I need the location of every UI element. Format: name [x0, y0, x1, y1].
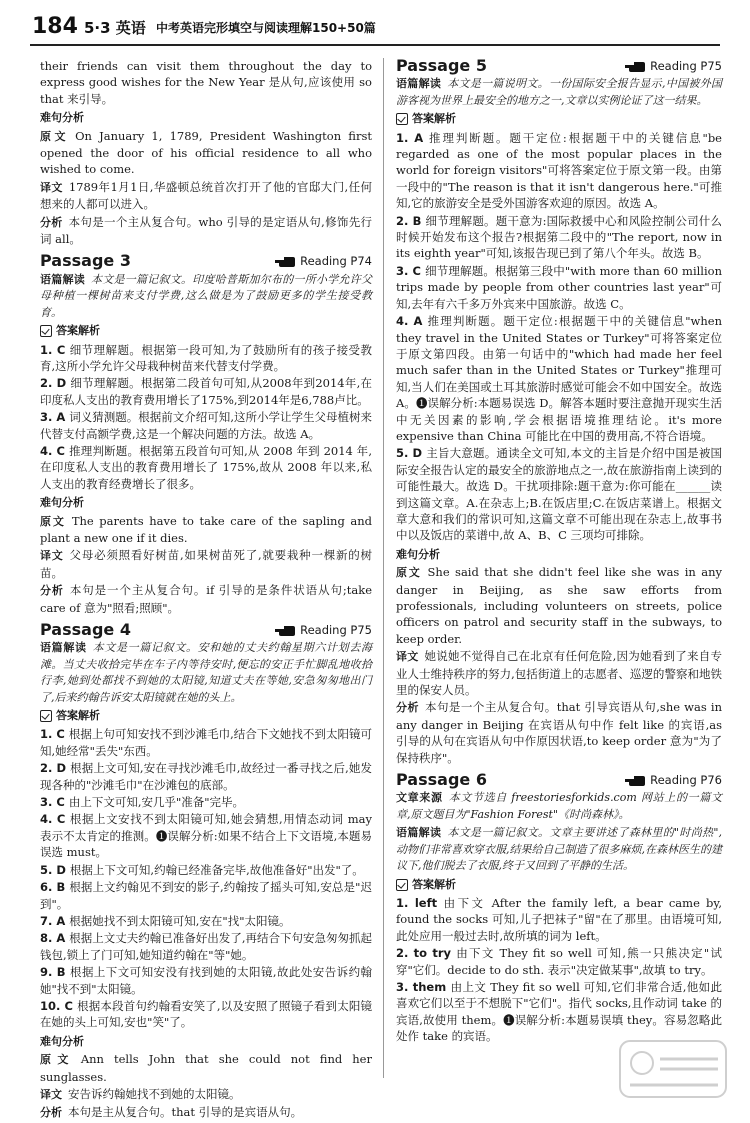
- reading-ref: Reading P75: [625, 58, 722, 74]
- passage-3-header: [40, 253, 372, 269]
- answer-check-icon: [396, 879, 408, 891]
- book-title: 中考英语完形填空与阅读理解150+50篇: [156, 21, 376, 35]
- watermark-logo: [618, 1039, 728, 1099]
- column-divider: [383, 58, 384, 1078]
- analysis: 分析 本句是一个主从复合句。who 引导的是定语从句,修饰先行词 all。: [40, 214, 373, 247]
- answer-item: 1. C 细节理解题。根据第一段可知,为了鼓励所有的孩子接受教育,这所小学允许父母栽种树苗来代替支付学费。: [40, 342, 372, 373]
- book-brand: 5·3 英语: [84, 19, 146, 37]
- original-sentence: 原文 Ann tells John that she could not find her sunglasses.: [40, 1052, 372, 1084]
- passage-6-header: [396, 772, 722, 788]
- passage-5-header: [396, 58, 722, 74]
- passage-4-header: [40, 622, 372, 638]
- pointing-hand-icon: [275, 625, 295, 636]
- answer-item: 4. A 推理判断题。题干定位:根据题干中的关键信息"when they travel in the United States or Turkey"可将答案定位于原文第四段。由第一句话中的"which had made her feel much safer than in the United States or Turkey"推理可知,当人们在美国或土耳其旅游时感觉可能会不如中国安全。故选 A。❶误解分析:本题易误选 D。解答本题时要注意抛开现实生活中无关因素的影响,学会根据语境推理结论。it's more expensive than China 可能比在中国的费用高,不符合语境。: [396, 314, 723, 443]
- section-title: 难句分析: [40, 496, 84, 510]
- answer-heading: 答案解析: [396, 111, 722, 127]
- passage-title: Passage 3: [40, 251, 131, 271]
- answer-item: 8. A 根据上文丈夫约翰已准备好出发了,再结合下句安急匆匆抓起钱包,锁上了门可知,她知道约翰在"等"她。: [40, 931, 372, 962]
- answer-heading: 答案解析: [40, 323, 372, 339]
- answer-item: 2. D 根据上文可知,安在寻找沙滩毛巾,故经过一番寻找之后,她发现各种的"沙滩毛巾"在沙滩包的底部。: [40, 761, 372, 792]
- header-rule: [30, 44, 720, 46]
- translation: 译文 1789年1月1日,华盛顿总统首次打开了他的官邸大门,任何想来的人都可以进入。: [40, 179, 372, 212]
- passage-intro: 语篇解读 本文是一篇记叙文。文章主要讲述了森林里的"时尚热",动物们非常喜欢穿衣服,结果给自己制造了很多麻烦,在森林医生的建议下,他们脱去了衣服,终于又回到了平静的生活。: [396, 826, 722, 873]
- analysis: 分析 本句是主从复合句。that 引导的是宾语从句。: [40, 1105, 303, 1120]
- page-header: [0, 0, 750, 50]
- answer-item: 7. A 根据她找不到太阳镜可知,安在"找"太阳镜。: [40, 913, 291, 928]
- answer-item: 5. D 主旨大意题。通读全文可知,本文的主旨是介绍中国是被国际安全报告认定的最安全的旅游地点之一,故在旅游指南上读到的可能性最大。故选 D。干扰项排除:题干意为:你可能在______读到这篇文章。A.在杂志上;B.在饭店里;C.在饭店菜谱上。根据文章大意和我们的常识可知,这篇文章不可能出现在杂志上,故事书中以及饭店的菜谱中,故 A、B、C 三项均可排除。: [396, 446, 723, 543]
- answer-item: 1. A 推理判断题。题干定位:根据题干中的关键信息"be regarded as one of the most popular places in the world for foreign visitors"可将答案定位于原文第一段。由第一段中的"The reason is that it isn't dangerous here."可推知,它的旅游安全是受外国游客欢迎的原因。故选 A。: [396, 130, 722, 211]
- answer-item: 5. D 根据上下文可知,约翰已经准备完毕,故他准备好"出发"了。: [40, 862, 364, 877]
- right-column: [396, 58, 722, 1046]
- original-sentence: 原文 She said that she didn't feel like she was in any danger in Beijing, as she saw efforts from professionals, including volunteers on streets, police officers on patrol and security staff in the subways, to keep order.: [396, 565, 723, 646]
- answer-item: 3. them 由上文 They fit so well 可知,它们非常合适,他如此喜欢它们以至于不想脱下"它们"。指代 socks,且作动词 take 的宾语,故使用 them。❶误解分析:本题易误填 they。容易忽略此处作 take 的宾语。: [396, 979, 723, 1044]
- passage-title: Passage 5: [396, 56, 487, 75]
- passage-intro: 语篇解读 本文是一篇记叙文。安和她的丈夫约翰星期六计划去海滩。当丈夫收拾完毕在车子内等待安时,便忘的安正手忙脚乱地收拾行李,她到处都找不到她的太阳镜,知道丈夫在等她,安急匆匆地出门了,后来约翰告诉安太阳镜就在她的头上。: [40, 641, 373, 704]
- answer-item: 4. C 根据上文安找不到太阳镜可知,她会猜想,用情态动词 may 表示不太肯定的推测。❶误解分析:如果不结合上下文语境,本题易误选 must。: [40, 812, 372, 860]
- answer-check-icon: [396, 113, 408, 125]
- pointing-hand-icon: [275, 256, 295, 267]
- original-sentence: 原文 The parents have to take care of the sapling and plant a new one if it dies.: [40, 513, 373, 545]
- pointing-hand-icon: [625, 775, 645, 786]
- passage-intro: 语篇解读 本文是一篇记叙文。印度哈普斯加尔布的一所小学允许父母种植一棵树苗来支付学费,这么做是为了鼓励更多的学生接受教育。: [40, 272, 372, 319]
- section-title: 难句分析: [40, 1034, 84, 1048]
- left-column: [40, 58, 372, 1123]
- answer-item: 3. C 由上下文可知,安几乎"准备"完毕。: [40, 795, 245, 810]
- answer-item: 2. to try 由下文 They fit so well 可知,熊一只熊决定"试穿"它们。decide to do sth. 表示"决定做某事",故填 to try。: [396, 946, 722, 977]
- section-title: 难句分析: [40, 111, 84, 125]
- passage-title: Passage 4: [40, 620, 131, 639]
- answer-item: 9. B 根据上下文可知安没有找到她的太阳镜,故此处安告诉约翰她"找不到"太阳镜。: [40, 965, 373, 996]
- answer-check-icon: [40, 710, 52, 722]
- answer-item: 10. C 根据本段首句约翰看安笑了,以及安照了照镜子看到太阳镜在她的头上可知,安也"笑"了。: [40, 998, 372, 1030]
- continued-paragraph: their friends can visit them throughout the day to express good wishes for the New Year 是从句,应该使用 so that 来引导。: [40, 59, 372, 106]
- translation: 译文 安告诉约翰她找不到她的太阳镜。: [40, 1086, 241, 1101]
- answer-item: 4. C 推理判断题。根据第五段首句可知,从 2008 年到 2014 年,在印度私人支出的教育费用增长了 175%,故从 2008 年以来,私人支出的教育经费增长了很多。: [40, 443, 372, 491]
- translation: 译文 她说她不觉得自己在北京有任何危险,因为她看到了来自专业人士维持秩序的努力,包括街道上的志愿者、巡逻的警察和地铁里的保安人员。: [396, 649, 723, 698]
- reading-ref: Reading P75: [275, 622, 372, 638]
- passage-intro: 语篇解读 本文是一篇说明文。一份国际安全报告显示,中国被外国游客视为世界上最安全的地方之一,文章以实例论证了这一结果。: [396, 77, 722, 107]
- answer-item: 2. D 细节理解题。根据第二段首句可知,从2008年到2014年,在印度私人支出的教育费用增长了175%,到2014年是6,788卢比。: [40, 376, 372, 407]
- section-title: 难句分析: [396, 547, 440, 561]
- answer-check-icon: [40, 325, 52, 337]
- page-number: 184: [32, 14, 78, 39]
- translation: 译文 父母必须照看好树苗,如果树苗死了,就要栽种一棵新的树苗。: [40, 548, 373, 580]
- reading-ref: Reading P76: [625, 772, 722, 788]
- answer-heading: 答案解析: [396, 877, 722, 893]
- answer-item: 3. C 细节理解题。根据第三段中"with more than 60 million trips made by people from other countries last year"可知,去年有六千多万外宾来中国旅游。故选 C。: [396, 263, 722, 311]
- original-sentence: 原文 On January 1, 1789, President Washington first opened the door of his official residence to all who wished to come.: [40, 128, 372, 177]
- answer-item: 2. B 细节理解题。题干意为:国际救援中心和风险控制公司什么时候开始发布这个报告?根据第二段中的"The report, now in its eighth year"可知,该报告现已到了第八个年头。故选 B。: [396, 213, 722, 261]
- reading-ref: Reading P74: [275, 253, 372, 269]
- analysis: 分析 本句是一个主从复合句。if 引导的是条件状语从句;take care of 意为"照看;照顾"。: [40, 583, 373, 615]
- answer-item: 1. left 由下文 After the family left, a bear came by, found the socks 可知,儿子把袜子"留"在了那里。由语境可知,此处应用一般过去时,故所填的词为 left。: [396, 895, 722, 943]
- passage-title: Passage 6: [396, 770, 487, 790]
- analysis: 分析 本句是一个主从复合句。that 引导宾语从句,she was in any danger in Beijing 在宾语从句中作 felt like 的宾语,as 引导的从句在宾语从句中作原因状语,to keep order 意为"为了保持秩序"。: [396, 700, 722, 765]
- answer-item: 6. B 根据上文约翰见不到安的影子,约翰按了摇头可知,安总是"迟到"。: [40, 880, 372, 911]
- pointing-hand-icon: [625, 61, 645, 72]
- answer-item: 1. C 根据上句可知安找不到沙滩毛巾,结合下文她找不到太阳镜可知,她经常"丢失"东西。: [40, 727, 372, 758]
- answer-heading: 答案解析: [40, 708, 372, 724]
- article-source: 文章来源 本文节选自 freestoriesforkids.com 网站上的一篇文章,原文题目为"Fashion Forest"《时尚森林》。: [396, 791, 723, 821]
- answer-item: 3. A 词义猜测题。根据前文介绍可知,这所小学让学生父母植树来代替支付高额学费,这是一个解决问题的方法。故选 A。: [40, 410, 372, 441]
